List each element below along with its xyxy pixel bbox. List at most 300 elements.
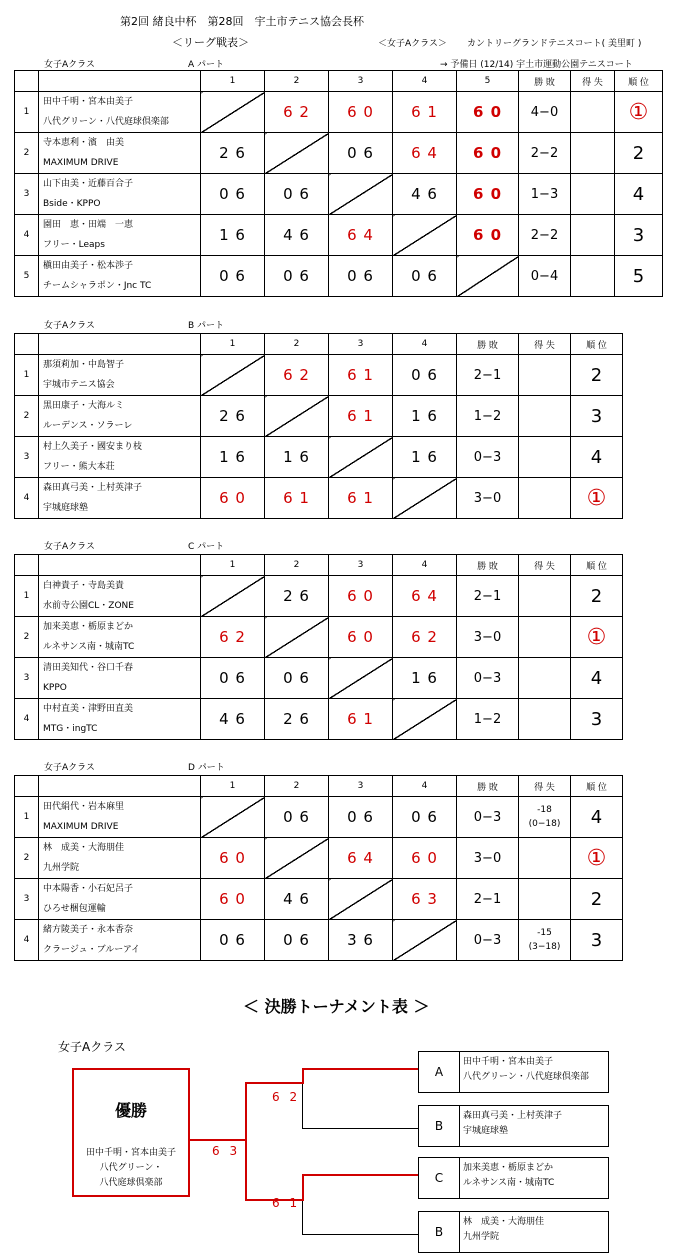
block-b-part: B パート	[188, 321, 225, 331]
player-club: フリー・熊大本荘	[43, 462, 115, 472]
table-row	[15, 576, 623, 617]
row-number: 4	[15, 478, 39, 519]
player-names: 田代絹代・岩本麻里	[43, 802, 125, 812]
self-cell	[329, 658, 393, 699]
col-label: 2	[265, 71, 329, 92]
row-number: 2	[15, 838, 39, 879]
champion-label: 優勝	[114, 1101, 147, 1120]
row-number: 1	[15, 797, 39, 838]
row-number: 4	[15, 920, 39, 961]
record-cell: 2−2	[519, 215, 571, 256]
block-d-class: 女子Aクラス	[44, 763, 95, 773]
player-names: 清田美知代・谷口千春	[43, 663, 134, 673]
score-cell: 0 6	[393, 355, 457, 396]
rank-cell: 3	[571, 699, 623, 740]
rank-cell: 4	[615, 174, 663, 215]
self-cell	[201, 576, 265, 617]
table-row	[15, 478, 623, 519]
score-cell: 1 6	[201, 215, 265, 256]
table-row	[15, 437, 623, 478]
champion-line: 田中千明・宮本由美子	[85, 1148, 176, 1158]
record-cell: 2−1	[457, 576, 519, 617]
rank-cell: ①	[615, 92, 663, 133]
diff-cell	[571, 256, 615, 297]
entry-box	[418, 1211, 609, 1253]
entry-box	[418, 1105, 609, 1147]
row-number: 5	[15, 256, 39, 297]
self-cell	[265, 396, 329, 437]
block-b-class: 女子Aクラス	[44, 321, 95, 331]
score-cell: 0 6	[201, 920, 265, 961]
tournament-title: ＜ 決勝トーナメント表 ＞	[243, 997, 430, 1016]
player-names: 槇田由美子・松本渉子	[43, 261, 134, 271]
player-names: 那須莉加・中島智子	[43, 360, 125, 370]
entry-box	[418, 1051, 609, 1093]
score-cell: 1 6	[265, 437, 329, 478]
rank-cell: ①	[571, 617, 623, 658]
class-label: ＜女子Aクラス＞	[378, 39, 447, 49]
record-header: 勝 敗	[457, 776, 519, 797]
score-cell: 6 1	[329, 478, 393, 519]
score-cell: 6 4	[393, 576, 457, 617]
reserve-date: → 予備日 (12/14) 宇土市運動公園テニスコート	[440, 60, 633, 70]
self-cell	[201, 355, 265, 396]
score-cell: 6 0	[201, 478, 265, 519]
entry-names	[463, 1161, 554, 1191]
score-cell: 6 2	[201, 617, 265, 658]
player-cell	[39, 92, 201, 133]
col-label: 2	[265, 555, 329, 576]
diff-header: 得 失	[519, 334, 571, 355]
rank-cell: 4	[571, 437, 623, 478]
diff-cell	[519, 576, 571, 617]
diff-cell	[519, 658, 571, 699]
entry-club: 八代グリーン・八代庭球倶楽部	[463, 1072, 589, 1082]
venue-label: カントリーグランドテニスコート( 美里町 )	[467, 39, 642, 49]
entry-b-line	[302, 1128, 418, 1129]
score-cell: 6 0	[201, 838, 265, 879]
score-cell: 6 2	[393, 617, 457, 658]
rank-cell: 3	[615, 215, 663, 256]
record-header: 勝 敗	[519, 71, 571, 92]
entry-letter: B	[419, 1212, 460, 1252]
rank-header: 順 位	[571, 334, 623, 355]
player-names: 中村直美・津野田直美	[43, 704, 134, 714]
player-cell	[39, 133, 201, 174]
score-cell: 6 0	[329, 92, 393, 133]
self-cell	[265, 838, 329, 879]
player-cell	[39, 797, 201, 838]
player-cell	[39, 879, 201, 920]
champion-line: 八代庭球倶楽部	[99, 1178, 163, 1188]
record-cell: 0−3	[457, 658, 519, 699]
score-cell: 6 1	[393, 92, 457, 133]
entry-name: 森田真弓美・上村英津子	[463, 1111, 563, 1121]
row-number: 1	[15, 92, 39, 133]
entry-club: 九州学院	[463, 1232, 500, 1242]
score-cell: 0 6	[393, 256, 457, 297]
player-club: クラージュ・ブルーアイ	[43, 945, 141, 955]
score-cell: 0 6	[265, 256, 329, 297]
row-number: 4	[15, 215, 39, 256]
diff-cell	[519, 699, 571, 740]
diff-cell	[519, 437, 571, 478]
score-cell: 6 0	[329, 617, 393, 658]
semi1-vertical-bottom	[302, 1084, 303, 1129]
player-cell	[39, 437, 201, 478]
player-names: 加来美恵・栃原まどか	[43, 622, 134, 632]
self-cell	[393, 478, 457, 519]
col-label: 3	[329, 776, 393, 797]
record-cell: 2−2	[519, 133, 571, 174]
table-row	[15, 215, 663, 256]
record-cell: 3−0	[457, 838, 519, 879]
player-names: 白神貴子・寺島美貴	[43, 581, 125, 591]
diff-cell	[571, 174, 615, 215]
col-label: 3	[329, 71, 393, 92]
self-cell	[265, 617, 329, 658]
self-cell	[329, 879, 393, 920]
score-cell: 6 1	[265, 478, 329, 519]
col-label: 3	[329, 555, 393, 576]
score-cell: 6 0	[393, 838, 457, 879]
table-row	[15, 396, 623, 437]
score-cell: 6 4	[329, 215, 393, 256]
player-names: 中本陽香・小石妃呂子	[43, 884, 134, 894]
score-cell: 6 4	[393, 133, 457, 174]
entry-d-line	[302, 1234, 418, 1235]
champion-box	[72, 1068, 190, 1197]
table-header-row	[15, 555, 623, 576]
table-row	[15, 699, 623, 740]
record-cell: 0−3	[457, 920, 519, 961]
player-club: MAXIMUM DRIVE	[43, 158, 119, 168]
score-cell: 0 6	[329, 256, 393, 297]
player-club: ひろせ梱包運輸	[43, 904, 106, 914]
entry-c-line	[302, 1174, 418, 1176]
table-row	[15, 133, 663, 174]
semi1-score: 6 2	[272, 1090, 301, 1104]
self-cell	[393, 920, 457, 961]
rank-cell: 5	[615, 256, 663, 297]
table-row	[15, 920, 623, 961]
player-cell	[39, 617, 201, 658]
player-club: KPPO	[43, 683, 67, 693]
player-names: 寺本恵利・濱 由美	[43, 138, 125, 148]
final-score: 6 3	[212, 1144, 241, 1158]
rank-cell: 2	[615, 133, 663, 174]
score-cell: 3 6	[329, 920, 393, 961]
record-cell: 0−3	[457, 797, 519, 838]
rank-cell: 4	[571, 658, 623, 699]
rank-cell: 2	[571, 879, 623, 920]
score-cell: 4 6	[265, 215, 329, 256]
entry-name: 林 成美・大海朋佳	[463, 1217, 545, 1227]
entry-letter: C	[419, 1158, 460, 1198]
table-row	[15, 658, 623, 699]
entry-name: 加来美恵・栃原まどか	[463, 1163, 554, 1173]
diff-cell	[571, 215, 615, 256]
player-cell	[39, 576, 201, 617]
diff-cell	[519, 797, 571, 838]
score-cell: 1 6	[393, 437, 457, 478]
player-club: ルーデンス・ソラーレ	[43, 421, 133, 431]
table-row	[15, 92, 663, 133]
tournament-class: 女子Aクラス	[58, 1040, 126, 1054]
record-header: 勝 敗	[457, 555, 519, 576]
player-names: 森田真弓美・上村英津子	[43, 483, 143, 493]
rank-cell: 3	[571, 396, 623, 437]
league-table-d	[14, 775, 623, 961]
record-cell: 1−3	[519, 174, 571, 215]
table-row	[15, 174, 663, 215]
diff-cell	[571, 133, 615, 174]
player-club: MAXIMUM DRIVE	[43, 822, 119, 832]
col-label: 4	[393, 71, 457, 92]
score-cell: 2 6	[265, 576, 329, 617]
diff-cell	[571, 92, 615, 133]
score-cell: 6 0	[457, 133, 519, 174]
entry-letter: B	[419, 1106, 460, 1146]
semi2-vertical-bottom	[302, 1201, 303, 1235]
diff-cell	[519, 396, 571, 437]
player-club: 水前寺公園CL・ZONE	[43, 601, 134, 611]
row-number: 2	[15, 396, 39, 437]
semi2-score: 6 1	[272, 1196, 301, 1210]
semi2-vertical-top	[302, 1174, 304, 1201]
diff-value: -15	[537, 928, 552, 938]
diff-cell	[519, 920, 571, 961]
semi1-win-line	[245, 1082, 303, 1084]
diff-cell	[519, 478, 571, 519]
score-cell: 6 4	[329, 838, 393, 879]
player-club: 九州学院	[43, 863, 80, 873]
self-cell	[393, 699, 457, 740]
player-names: 園田 恵・田端 一恵	[43, 220, 134, 230]
record-cell: 3−0	[457, 617, 519, 658]
table-row	[15, 838, 623, 879]
semi1-vertical-top	[302, 1068, 304, 1084]
player-names: 黒田康子・大海ルミ	[43, 401, 125, 411]
table-row	[15, 256, 663, 297]
player-names: 村上久美子・國安まり枝	[43, 442, 143, 452]
player-cell	[39, 215, 201, 256]
rank-cell: 2	[571, 355, 623, 396]
diff-header: 得 失	[519, 555, 571, 576]
row-number: 3	[15, 437, 39, 478]
player-club: MTG・ingTC	[43, 724, 98, 734]
block-c-part: C パート	[188, 542, 225, 552]
diff-cell	[519, 879, 571, 920]
page-title: 第2回 緒良中杯 第28回 宇土市テニス協会長杯	[120, 15, 365, 28]
entry-box	[418, 1157, 609, 1199]
player-cell	[39, 396, 201, 437]
entry-letter: A	[419, 1052, 460, 1092]
player-cell	[39, 838, 201, 879]
row-number: 3	[15, 174, 39, 215]
score-cell: 6 1	[329, 699, 393, 740]
rank-header: 順 位	[615, 71, 663, 92]
player-cell	[39, 920, 201, 961]
score-cell: 6 0	[329, 576, 393, 617]
rank-cell: ①	[571, 838, 623, 879]
table-row	[15, 879, 623, 920]
entry-club: 宇城庭球塾	[463, 1126, 509, 1136]
score-cell: 6 1	[329, 396, 393, 437]
self-cell	[457, 256, 519, 297]
diff-detail: (0−18)	[528, 819, 561, 829]
record-cell: 2−1	[457, 355, 519, 396]
record-cell: 0−4	[519, 256, 571, 297]
entry-names	[463, 1055, 589, 1085]
score-cell: 0 6	[201, 658, 265, 699]
table-header-row	[15, 334, 623, 355]
score-cell: 4 6	[201, 699, 265, 740]
player-cell	[39, 658, 201, 699]
player-cell	[39, 355, 201, 396]
record-cell: 2−1	[457, 879, 519, 920]
record-cell: 3−0	[457, 478, 519, 519]
player-names: 林 成美・大海朋佳	[43, 843, 125, 853]
table-header-row	[15, 776, 623, 797]
rank-header: 順 位	[571, 776, 623, 797]
diff-value: -18	[537, 805, 552, 815]
entry-a-line	[302, 1068, 418, 1070]
player-club: 宇城市テニス協会	[43, 380, 115, 390]
rank-cell: 3	[571, 920, 623, 961]
score-cell: 6 2	[265, 355, 329, 396]
record-header: 勝 敗	[457, 334, 519, 355]
row-number: 2	[15, 133, 39, 174]
table-header-row	[15, 71, 663, 92]
league-table-c	[14, 554, 623, 740]
col-label: 1	[201, 334, 265, 355]
col-label: 2	[265, 334, 329, 355]
entry-club: ルネサンス南・城南TC	[463, 1178, 555, 1188]
self-cell	[329, 437, 393, 478]
rank-header: 順 位	[571, 555, 623, 576]
col-label: 4	[393, 776, 457, 797]
row-number: 3	[15, 658, 39, 699]
score-cell: 2 6	[265, 699, 329, 740]
player-cell	[39, 699, 201, 740]
player-club: チームシャラポン・Jnc TC	[43, 281, 152, 291]
entry-name: 田中千明・宮本由美子	[463, 1057, 554, 1067]
score-cell: 2 6	[201, 396, 265, 437]
block-c-class: 女子Aクラス	[44, 542, 95, 552]
score-cell: 0 6	[265, 920, 329, 961]
record-cell: 1−2	[457, 396, 519, 437]
final-vertical	[245, 1082, 247, 1200]
score-cell: 0 6	[265, 797, 329, 838]
col-label: 2	[265, 776, 329, 797]
player-cell	[39, 174, 201, 215]
league-table-b	[14, 333, 623, 519]
score-cell: 1 6	[393, 658, 457, 699]
champion-line: 八代グリーン・	[99, 1163, 163, 1173]
score-cell: 6 0	[457, 92, 519, 133]
col-label: 1	[201, 71, 265, 92]
col-label: 5	[457, 71, 519, 92]
self-cell	[329, 174, 393, 215]
diff-cell	[519, 617, 571, 658]
score-cell: 4 6	[265, 879, 329, 920]
rank-cell: ①	[571, 478, 623, 519]
self-cell	[265, 133, 329, 174]
record-cell: 4−0	[519, 92, 571, 133]
col-label: 1	[201, 555, 265, 576]
col-label: 3	[329, 334, 393, 355]
block-d-part: D パート	[188, 763, 225, 773]
player-club: 八代グリーン・八代庭球倶楽部	[43, 117, 169, 127]
score-cell: 6 3	[393, 879, 457, 920]
score-cell: 6 2	[265, 92, 329, 133]
record-cell: 1−2	[457, 699, 519, 740]
entry-names	[463, 1215, 544, 1245]
league-table-a	[14, 70, 663, 297]
diff-header: 得 失	[571, 71, 615, 92]
score-cell: 0 6	[329, 797, 393, 838]
player-cell	[39, 256, 201, 297]
col-label: 4	[393, 334, 457, 355]
col-label: 4	[393, 555, 457, 576]
player-club: フリー・Leaps	[43, 240, 105, 250]
score-cell: 6 0	[457, 174, 519, 215]
row-number: 1	[15, 576, 39, 617]
diff-cell	[519, 838, 571, 879]
row-number: 3	[15, 879, 39, 920]
champion-names	[74, 1146, 188, 1191]
score-cell: 2 6	[201, 133, 265, 174]
player-club: Bside・KPPO	[43, 199, 101, 209]
rank-cell: 2	[571, 576, 623, 617]
score-cell: 4 6	[393, 174, 457, 215]
col-label: 1	[201, 776, 265, 797]
score-cell: 0 6	[201, 174, 265, 215]
score-cell: 6 1	[329, 355, 393, 396]
score-cell: 6 0	[457, 215, 519, 256]
self-cell	[201, 92, 265, 133]
block-a-part: A パート	[188, 60, 225, 70]
score-cell: 1 6	[201, 437, 265, 478]
score-cell: 0 6	[265, 658, 329, 699]
row-number: 4	[15, 699, 39, 740]
score-cell: 0 6	[201, 256, 265, 297]
score-cell: 6 0	[201, 879, 265, 920]
table-row	[15, 797, 623, 838]
entry-names	[463, 1109, 562, 1139]
diff-cell	[519, 355, 571, 396]
player-names: 緒方陵美子・永本香奈	[43, 925, 134, 935]
table-row	[15, 617, 623, 658]
diff-header: 得 失	[519, 776, 571, 797]
self-cell	[201, 797, 265, 838]
score-cell: 0 6	[393, 797, 457, 838]
block-a-class: 女子Aクラス	[44, 60, 95, 70]
record-cell: 0−3	[457, 437, 519, 478]
score-cell: 0 6	[329, 133, 393, 174]
player-names: 田中千明・宮本由美子	[43, 97, 134, 107]
player-names: 山下由美・近藤百合子	[43, 179, 134, 189]
score-cell: 0 6	[265, 174, 329, 215]
row-number: 1	[15, 355, 39, 396]
table-row	[15, 355, 623, 396]
score-cell: 1 6	[393, 396, 457, 437]
final-line	[188, 1139, 246, 1141]
player-club: 宇城庭球塾	[43, 503, 89, 513]
diff-detail: (3−18)	[528, 942, 561, 952]
self-cell	[393, 215, 457, 256]
